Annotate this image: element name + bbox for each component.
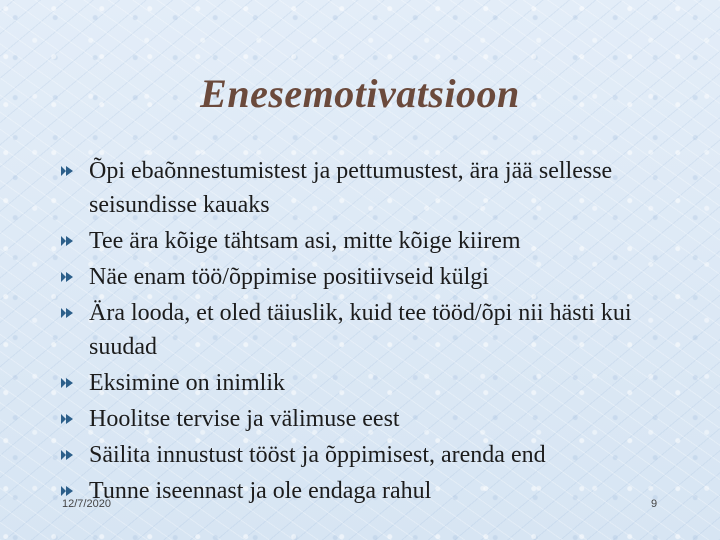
diamond-bullet-icon: [60, 448, 74, 462]
diamond-bullet-icon: [60, 376, 74, 390]
diamond-bullet-icon: [60, 412, 74, 426]
list-item: [60, 224, 640, 258]
slide-title: Enesemotivatsioon: [200, 71, 520, 116]
page-number: 9: [651, 498, 658, 510]
list-item: [60, 260, 640, 294]
bullet-list: [60, 154, 640, 510]
diamond-bullet-icon: [60, 234, 74, 248]
list-item: [60, 296, 640, 364]
diamond-bullet-icon: [60, 306, 74, 320]
list-item: [60, 402, 640, 436]
list-item-text: Õpi ebaõnnestumistest ja pettumustest, ära jää sellesse seisundisse kauaks: [89, 158, 613, 218]
list-item-text: Näe enam töö/õppimise positiivseid külgi: [89, 264, 489, 290]
list-item-text: Tee ära kõige tähtsam asi, mitte kõige kiirem: [89, 228, 521, 254]
list-item-text: Tunne iseennast ja ole endaga rahul: [89, 478, 432, 504]
diamond-bullet-icon: [60, 270, 74, 284]
list-item-text: Eksimine on inimlik: [89, 370, 285, 396]
footer-date: 12/7/2020: [62, 498, 111, 510]
list-item: [60, 474, 640, 508]
list-item: [60, 154, 640, 222]
list-item: [60, 438, 640, 472]
list-item: [60, 366, 640, 400]
list-item-text: Ära looda, et oled täiuslik, kuid tee tööd/õpi nii hästi kui suudad: [89, 300, 632, 360]
list-item-text: Säilita innustust tööst ja õppimisest, arenda end: [89, 442, 546, 468]
diamond-bullet-icon: [60, 484, 74, 498]
list-item-text: Hoolitse tervise ja välimuse eest: [89, 406, 400, 432]
diamond-bullet-icon: [60, 164, 74, 178]
